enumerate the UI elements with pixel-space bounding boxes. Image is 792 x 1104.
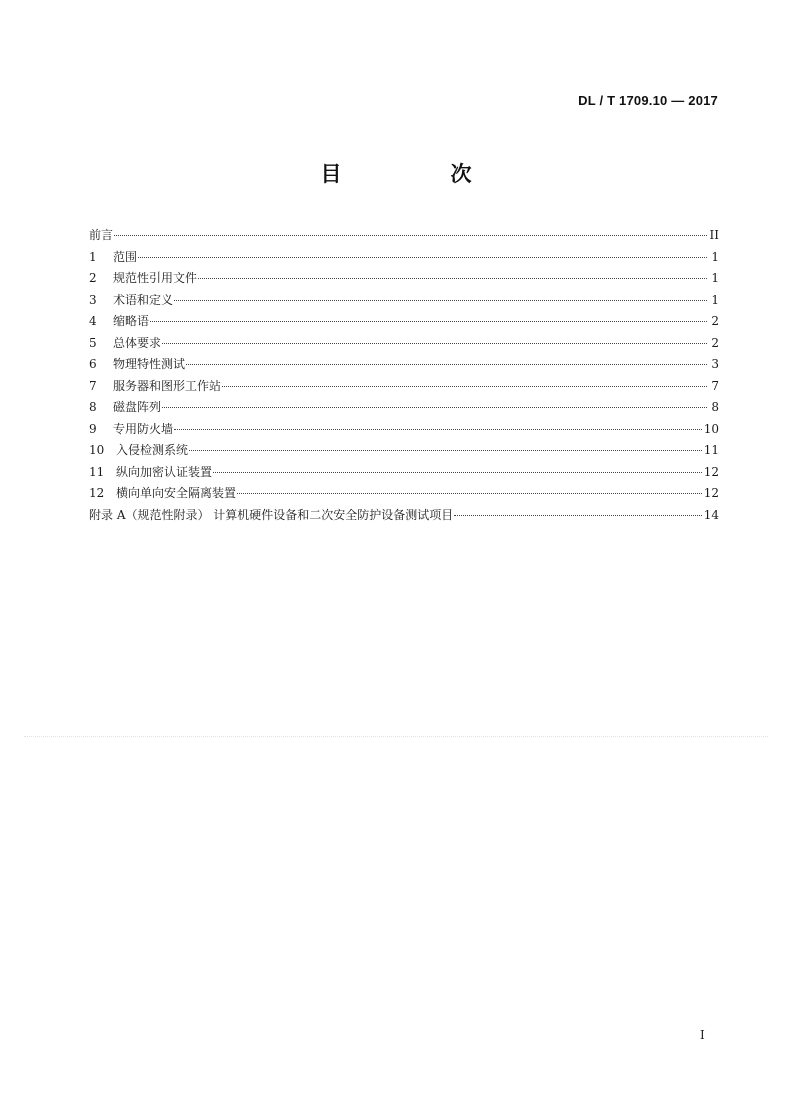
toc-entry-label: 附录 A（规范性附录） 计算机硬件设备和二次安全防护设备测试项目 [89,507,454,522]
toc-entry-page: 8 [711,400,719,414]
toc-entry-page: 14 [703,507,719,522]
toc-dot-leader [186,352,707,365]
toc-entry-page: 3 [711,357,719,371]
toc-entry-page: 12 [703,486,719,500]
page-number: I [700,1028,705,1042]
toc-entry-label: 物理特性测试 [113,357,186,371]
toc-dot-leader [198,266,707,279]
toc-dot-leader [138,245,707,258]
toc-entry-label: 服务器和图形工作站 [113,378,222,393]
toc-entry-number: 7 [89,378,97,393]
toc-dot-leader [162,395,707,408]
toc-dot-leader [174,417,702,430]
toc-entry-label: 规范性引用文件 [113,271,198,285]
toc-entry-label: 总体要求 [113,335,162,350]
toc-entry-page: 2 [711,314,719,328]
toc-entry-page: 10 [703,421,719,436]
toc-entry-label: 纵向加密认证装置 [116,464,213,479]
toc-entry-number: 8 [89,400,97,414]
toc-dot-leader [174,288,707,301]
toc-entry-label: 入侵检测系统 [116,443,189,457]
toc-entry-number: 11 [89,464,105,479]
toc-entry-label: 范围 [113,249,138,264]
toc-dot-leader [222,374,707,387]
toc-entry-label: 磁盘阵列 [113,400,162,414]
faint-divider [24,736,768,737]
toc-dot-leader [150,309,707,322]
toc-entry-label: 专用防火墙 [113,421,174,436]
toc-entry-page: 12 [703,464,719,479]
toc-entry-number: 2 [89,271,97,285]
toc-entry-label: 横向单向安全隔离装置 [116,486,237,500]
toc-entry-number: 10 [89,443,105,457]
toc-dot-leader [114,223,707,236]
toc-entry-label: 缩略语 [113,314,150,328]
toc-entry-label: 术语和定义 [113,292,174,307]
toc-entry-page: II [709,228,719,242]
toc-entry-number: 3 [89,292,97,307]
toc-entry-page: 1 [711,271,719,285]
toc-entry-appendix-a[interactable] [89,506,719,528]
toc-entry-number: 1 [89,249,97,264]
toc-dot-leader [237,481,702,494]
toc-entry-page: 2 [711,335,719,350]
table-of-contents [89,226,719,527]
toc-entry-number: 5 [89,335,97,350]
toc-dot-leader [454,503,701,516]
standard-code: DL / T 1709.10 — 2017 [578,93,718,108]
toc-entry-number: 6 [89,357,97,371]
toc-entry-number: 4 [89,314,97,328]
toc-entry-page: 1 [711,249,719,264]
page-title: 目 次 [320,162,516,186]
toc-entry-number: 9 [89,421,97,436]
toc-dot-leader [213,460,702,473]
toc-entry-page: 7 [711,378,719,393]
toc-dot-leader [189,438,702,451]
toc-entry-label: 前言 [89,228,114,242]
toc-entry-number: 12 [89,486,105,500]
toc-dot-leader [162,331,707,344]
toc-entry-page: 11 [703,443,719,457]
toc-entry-page: 1 [711,292,719,307]
